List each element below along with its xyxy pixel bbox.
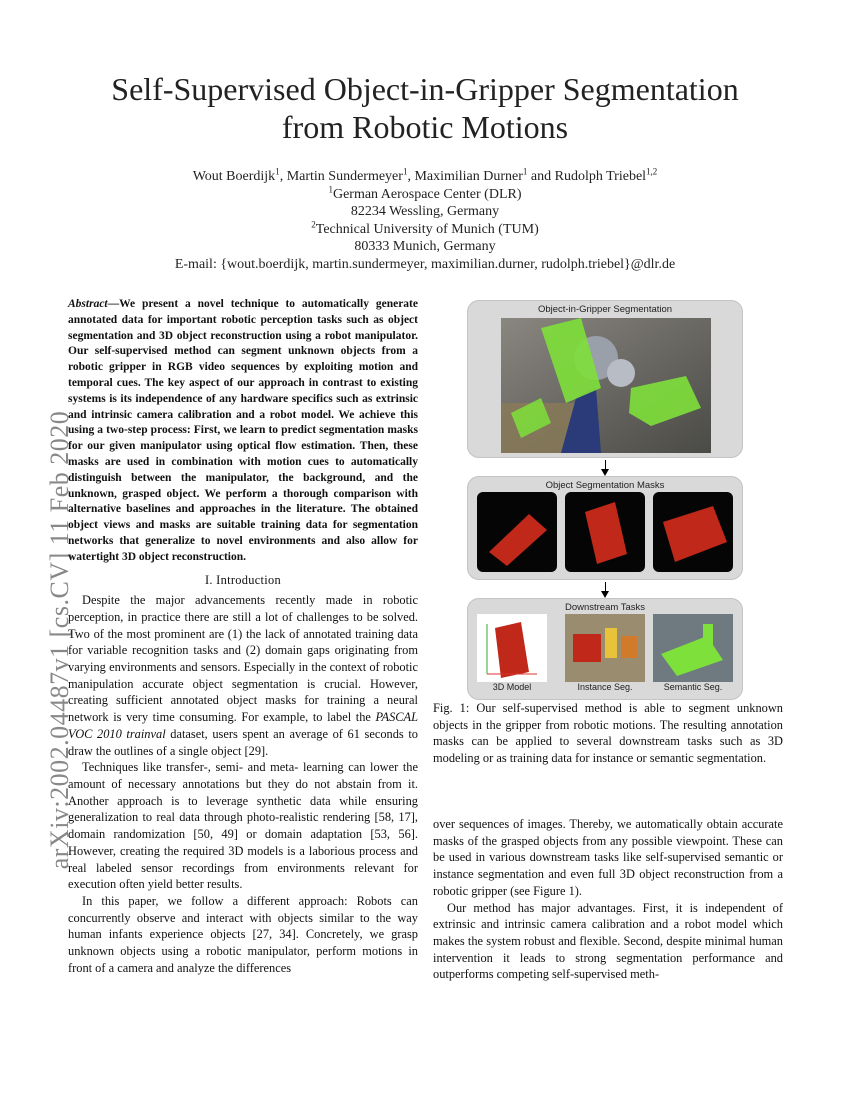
semantic-mask: [703, 624, 713, 648]
affiliation-marker: 1: [522, 166, 528, 177]
affiliation-2-address: 80333 Munich, Germany: [354, 239, 496, 254]
thumb-label-3d-model: 3D Model: [492, 682, 532, 692]
panel-title: Downstream Tasks: [564, 602, 646, 613]
affiliation-name: Technical University of Munich (TUM): [315, 221, 539, 237]
author-name: Maximilian Durner: [414, 169, 523, 184]
intro-paragraph-1: [68, 592, 418, 759]
affiliation-marker: 2: [311, 218, 316, 229]
paragraph-text: Despite the major advancements recently made in robotic perception, in practice there are still a lot of challenges to be solved. Two of the most prominent are (1) the lack of annotated training data for variable recognition tasks and (2) domain gaps originating from varying environments and sensors. Especially in the context of robotic manipulation accurate object segmentation is crucial. However, creating sufficient annotated object masks for training a neural network is very time consuming. For example, to label the: [68, 593, 418, 725]
abstract: [68, 297, 418, 566]
paragraph-text: dataset, users spent an average of 61 seconds to draw the outlines of a single object [29].: [68, 726, 418, 758]
panel-segmentation-masks: [467, 476, 743, 580]
title-line-1: Self-Supervised Object-in-Gripper Segmentation: [111, 71, 739, 107]
robot-gripper-photo: [501, 318, 711, 453]
instance-mask: [621, 636, 637, 658]
email-line: E-mail: {wout.boerdijk, martin.sundermeyer, maximilian.durner, rudolph.triebel}@dlr.de: [174, 256, 676, 272]
author-name: Rudolph Triebel: [554, 169, 647, 184]
affiliation-2: [60, 218, 790, 239]
instance-mask: [573, 634, 601, 662]
affiliation-marker: 1: [275, 166, 280, 177]
mask-thumbnails: [477, 492, 733, 574]
downstream-thumbnails: [477, 614, 733, 684]
instance-mask: [605, 628, 617, 658]
thumb-label-instance-seg: Instance Seg.: [577, 682, 633, 692]
author-name: Wout Boerdijk: [192, 169, 276, 184]
panel-title: Object Segmentation Masks: [545, 480, 665, 491]
affiliation-name: German Aerospace Center (DLR): [332, 186, 522, 202]
arrow-down-icon: [601, 469, 609, 476]
right-paragraph-1: over sequences of images. Thereby, we automatically obtain accurate masks of the grasped objects from any possible viewpoint. These can be used in various downstream tasks like self-supervised semantic or instance segmentation and even full 3D object reconstruction from a robotic gripper (see Figure 1).: [433, 817, 783, 898]
abstract-text: —We present a novel technique to automatically generate annotated data for important robotic perception tasks such as object segmentation and 3D object reconstruction using a robot manipulator. Our self-supervised method can segment unknown objects from a robotic gripper in RGB video sequences by exploiting motion and temporal cues. The key aspect of our approach in contrast to existing systems is its independence of any hardware specifics such as extrinsic and intrinsic camera calibration and a robot model. We achieve this using a two-step process: First, we learn to predict segmentation masks for our given manipulator using optical flow estimation. Then, these masks are used in combination with motion cues to automatically distinguish between the manipulator, the background, and the unknown, grasped object. We perform a thorough comparison with alternative baselines and approaches in the literature. The obtained object views and masks are suitable training data for segmentation networks that generalize to novel environments and also allow for watertight 3D object reconstruction.: [68, 298, 418, 563]
paper-title: [60, 70, 790, 146]
arrow-down-icon: [601, 591, 609, 598]
robot-joint: [607, 359, 635, 387]
arxiv-sidebar-stamp: arXiv:2002.04487v1 [cs.CV] 11 Feb 2020: [45, 410, 74, 870]
affiliation-marker: 1: [328, 183, 333, 194]
figure-1-caption: Fig. 1: Our self-supervised method is able to segment unknown objects in the gripper from robotic motions. The resulting annotation masks can be applied to several downstream tasks such as 3D modeling or as training data for instance or semantic segmentation.: [433, 701, 783, 766]
author-block: [60, 168, 790, 273]
panel-object-in-gripper: [467, 300, 743, 458]
abstract-lead: Abstract: [68, 298, 108, 310]
author-name: Martin Sundermeyer: [286, 169, 403, 184]
title-line-2: from Robotic Motions: [281, 109, 569, 145]
left-column: [68, 297, 418, 976]
intro-paragraph-2: Techniques like transfer-, semi- and meta- learning can lower the amount of necessary annotations but they do not abstain from it. Another approach is to leverage synthetic data while ensuring generalization to real data through photo-realistic rendering [58, 17], domain randomization [50, 49] or domain adaptation [53, 56]. However, creating the required 3D models is a laborious process and real labeled sensor recordings from environments relevant for execution often yield better results.: [68, 760, 418, 892]
thumb-label-semantic-seg: Semantic Seg.: [663, 682, 723, 692]
panel-title: Object-in-Gripper Segmentation: [537, 304, 673, 315]
author-names: Wout Boerdijk$^1$, Martin Sundermeyer$^1$, Maximilian Durner$^1$ and Rudolph Triebel$^{1,2}$: [192, 166, 658, 184]
right-column: [433, 816, 783, 983]
right-paragraph-2: Our method has major advantages. First, it is independent of extrinsic and intrinsic camera calibration and a robot model which makes the system robust and flexible. Second, despite minimal human intervention it leads to strong segmentation performance and outperforms competing self-supervised meth-: [433, 900, 783, 982]
affiliation-marker: 1,2: [646, 166, 658, 177]
affiliation-1-address: 82234 Wessling, Germany: [350, 204, 500, 219]
affiliation-1: [60, 183, 790, 204]
author-conjunction: and: [530, 169, 552, 184]
section-heading-introduction: I. Introduction: [204, 572, 282, 587]
intro-paragraph-3: In this paper, we follow a different approach: Robots can concurrently observe and interact with objects similar to the way human infants experience objects [27, 34]. Concretely, we grasp unknown objects using a robotic manipulator, perform motions in front of a camera and analyze the differences: [68, 893, 418, 975]
affiliation-marker: 1: [402, 166, 408, 177]
dataset-name: PASCAL VOC 2010 trainval: [68, 710, 418, 741]
